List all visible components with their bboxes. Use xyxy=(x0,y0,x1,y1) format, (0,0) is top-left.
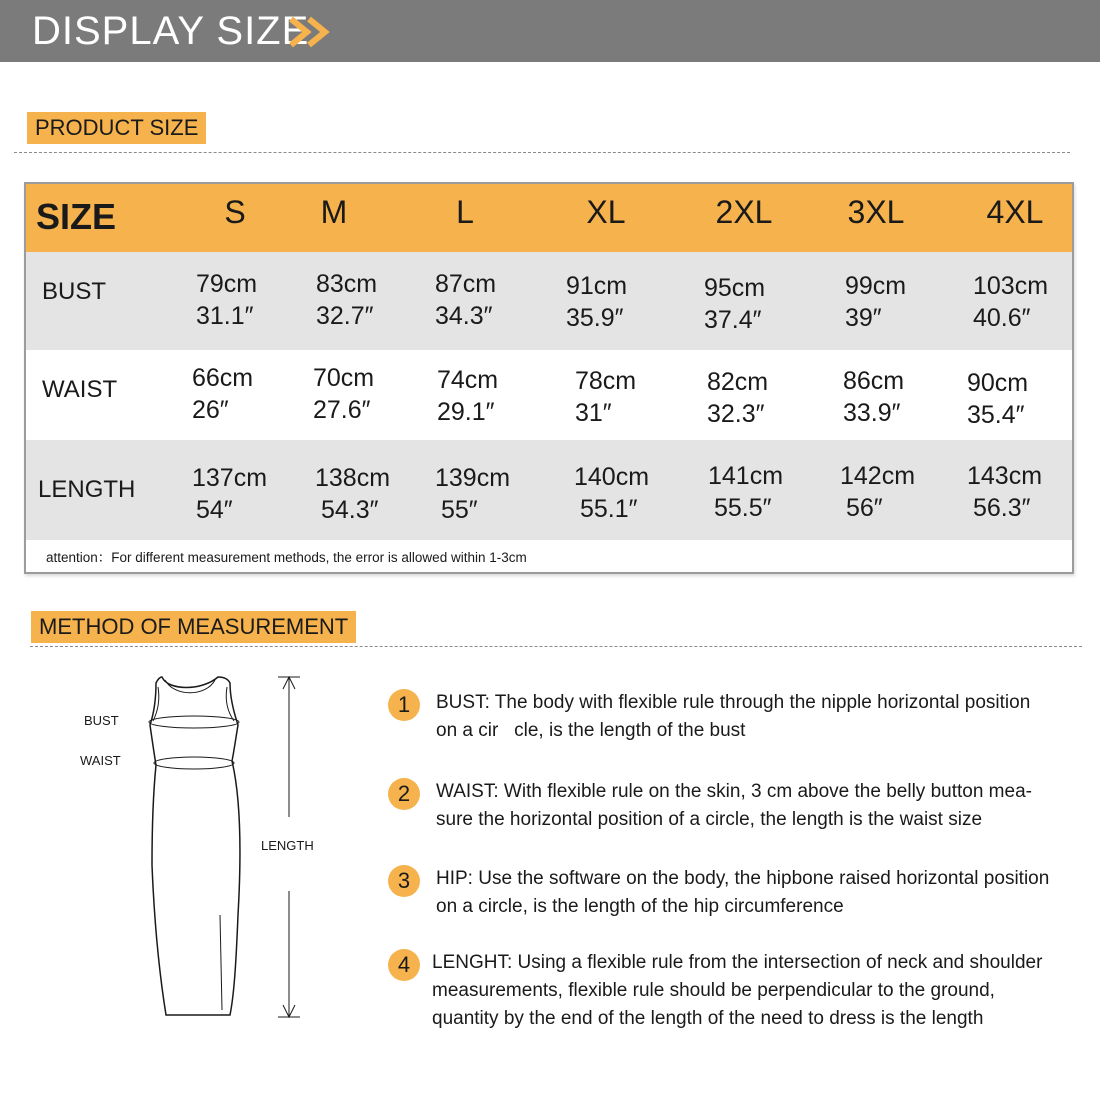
table-cell: 83cm 32.7″ xyxy=(316,270,378,330)
table-row-length xyxy=(26,440,1072,540)
waist-label: WAIST xyxy=(80,753,121,768)
size-column-header: 2XL xyxy=(715,194,773,230)
table-cell: 79cm 31.1″ xyxy=(196,270,258,330)
table-cell: 143cm 56.3″ xyxy=(967,462,1043,522)
size-header-label: SIZE xyxy=(36,196,117,237)
instruction-text: BUST: The body with flexible rule through the nipple horizontal position on a cir cle, is the length of the bust xyxy=(436,692,1031,741)
step-number-badge: 4 xyxy=(388,949,420,981)
table-cell: 87cm 34.3″ xyxy=(435,270,497,330)
table-cell: 142cm 56″ xyxy=(840,462,916,522)
size-column-header: M xyxy=(320,194,348,230)
length-label: LENGTH xyxy=(261,838,314,853)
product-size-label: PRODUCT SIZE xyxy=(27,112,206,144)
section-divider xyxy=(30,646,1082,647)
table-cell: 140cm 55.1″ xyxy=(574,463,650,523)
double-chevron-right-icon xyxy=(287,13,339,51)
size-table xyxy=(24,182,1074,574)
table-header-row xyxy=(26,184,1072,252)
section-divider xyxy=(14,152,1070,153)
instruction-item xyxy=(388,778,1088,838)
row-label-length: LENGTH xyxy=(38,476,136,503)
size-column-header: 3XL xyxy=(847,194,905,230)
size-column-header: S xyxy=(224,194,246,230)
table-cell: 74cm 29.1″ xyxy=(437,366,499,426)
page-title: DISPLAY SIZE xyxy=(32,9,310,53)
instruction-item xyxy=(388,865,1088,925)
table-row-waist xyxy=(26,350,1072,440)
table-cell: 82cm 32.3″ xyxy=(707,368,769,428)
table-cell: 103cm 40.6″ xyxy=(973,272,1049,332)
table-cell: 99cm 39″ xyxy=(845,272,907,332)
table-cell: 91cm 35.9″ xyxy=(566,272,628,332)
instruction-text: LENGHT: Using a flexible rule from the intersection of neck and shoulder measurements, flexible rule should be perpendicular to the ground, quantity by the end of the length of the need to dress is the length xyxy=(432,952,1043,1029)
size-column-header: 4XL xyxy=(986,194,1044,230)
header-bar xyxy=(0,0,1100,62)
step-number-badge: 2 xyxy=(388,778,420,810)
dress-diagram xyxy=(70,665,330,1035)
table-row-bust xyxy=(26,252,1072,350)
table-cell: 95cm 37.4″ xyxy=(704,274,766,334)
step-number-badge: 1 xyxy=(388,689,420,721)
step-number-badge: 3 xyxy=(388,865,420,897)
row-label-bust: BUST xyxy=(42,278,107,305)
attention-note: attention：For different measurement methods, the error is allowed within 1-3cm xyxy=(46,550,527,565)
table-cell: 70cm 27.6″ xyxy=(313,364,375,424)
table-cell: 137cm 54″ xyxy=(192,464,268,524)
table-cell: 66cm 26″ xyxy=(192,364,254,424)
table-cell: 139cm 55″ xyxy=(435,464,511,524)
size-column-header: L xyxy=(456,194,474,230)
instruction-text: WAIST: With flexible rule on the skin, 3 cm above the belly button mea- sure the horizontal position of a circle, the length is the waist size xyxy=(436,781,1032,830)
size-column-header: XL xyxy=(586,194,626,230)
row-label-waist: WAIST xyxy=(42,376,118,403)
table-cell: 138cm 54.3″ xyxy=(315,464,391,524)
method-label: METHOD OF MEASUREMENT xyxy=(31,611,356,643)
table-cell: 141cm 55.5″ xyxy=(708,462,784,522)
instruction-text: HIP: Use the software on the body, the hipbone raised horizontal position on a circle, is the length of the hip circumference xyxy=(436,868,1050,917)
table-cell: 90cm 35.4″ xyxy=(967,369,1029,429)
instruction-item xyxy=(388,949,1088,1039)
table-cell: 78cm 31″ xyxy=(575,367,637,427)
bust-label: BUST xyxy=(84,713,119,728)
instruction-item xyxy=(388,689,1088,749)
table-cell: 86cm 33.9″ xyxy=(843,367,905,427)
